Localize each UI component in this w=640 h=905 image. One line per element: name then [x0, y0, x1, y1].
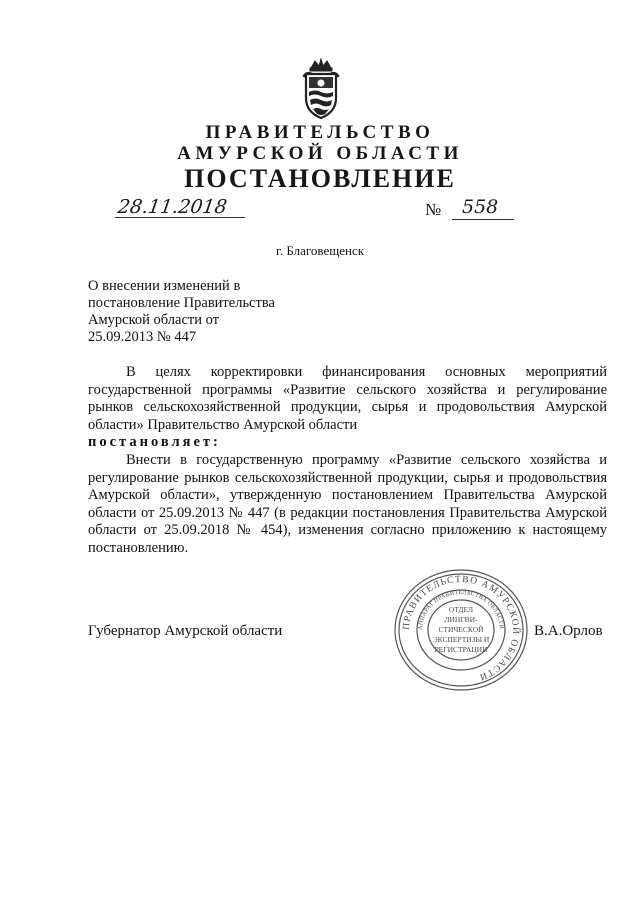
subject-line: 25.09.2013 № 447 [88, 329, 197, 345]
date-underline [115, 216, 245, 218]
stamp-center-line: СТИЧЕСКОЙ [438, 625, 484, 634]
coat-of-arms-emblem [297, 58, 345, 122]
stamp-inner-text: АППАРАТ ПРАВИТЕЛЬСТВА ОБЛАСТИ [417, 589, 505, 631]
stamp-center-line: ОТДЕЛ [448, 605, 474, 614]
subject-line: постановление Правительства [88, 295, 275, 311]
subject-line: О внесении изменений в [88, 278, 241, 294]
subject-line: Амурской области от [88, 312, 220, 328]
signer-position: Губернатор Амурской области [88, 623, 283, 639]
signer-name: В.А.Орлов [534, 623, 603, 639]
document-date: 28.11.2018 [116, 196, 229, 218]
preamble-paragraph: В целях корректировки финансирования основных мероприятий государственной программы «Развитие сельского хозяйства и регулирование рынков сельскохозяйственной продукции, сырья и продовольствия Амурской области» Правительство Амурской области [88, 364, 607, 433]
stamp-center-line: ЭКСПЕРТИЗЫ И [432, 635, 490, 644]
decree-item-paragraph: Внести в государственную программу «Развитие сельского хозяйства и регулирование рынков сельскохозяйственной продукции, сырья и продовольствия Амурской области», утвержденную постановлением Правительства Амурской области от 25.09.2013 № 447 (в редакции постановления Правительства Амурской области от 25.09.2018 № 454), изменения согласно приложению к настоящему постановлению. [88, 452, 607, 556]
registration-stamp [392, 568, 530, 692]
number-sign: № [425, 200, 442, 219]
stamp-outer-text: ПРАВИТЕЛЬСТВО АМУРСКОЙ ОБЛАСТИ [401, 574, 521, 682]
document-number: 558 [462, 196, 499, 218]
stamp-center-line: ЛИНГВИ- [444, 615, 478, 624]
document-subject [88, 278, 348, 346]
decree-word: постановляет: [88, 434, 221, 450]
stamp-center-line: РЕГИСТРАЦИИ [434, 645, 488, 654]
number-underline [452, 218, 514, 220]
government-title-line2: АМУРСКОЙ ОБЛАСТИ [177, 143, 463, 164]
document-type-title: ПОСТАНОВЛЕНИЕ [184, 164, 456, 193]
city-name: г. Благовещенск [275, 243, 365, 258]
government-title-line1: ПРАВИТЕЛЬСТВО [205, 122, 435, 143]
